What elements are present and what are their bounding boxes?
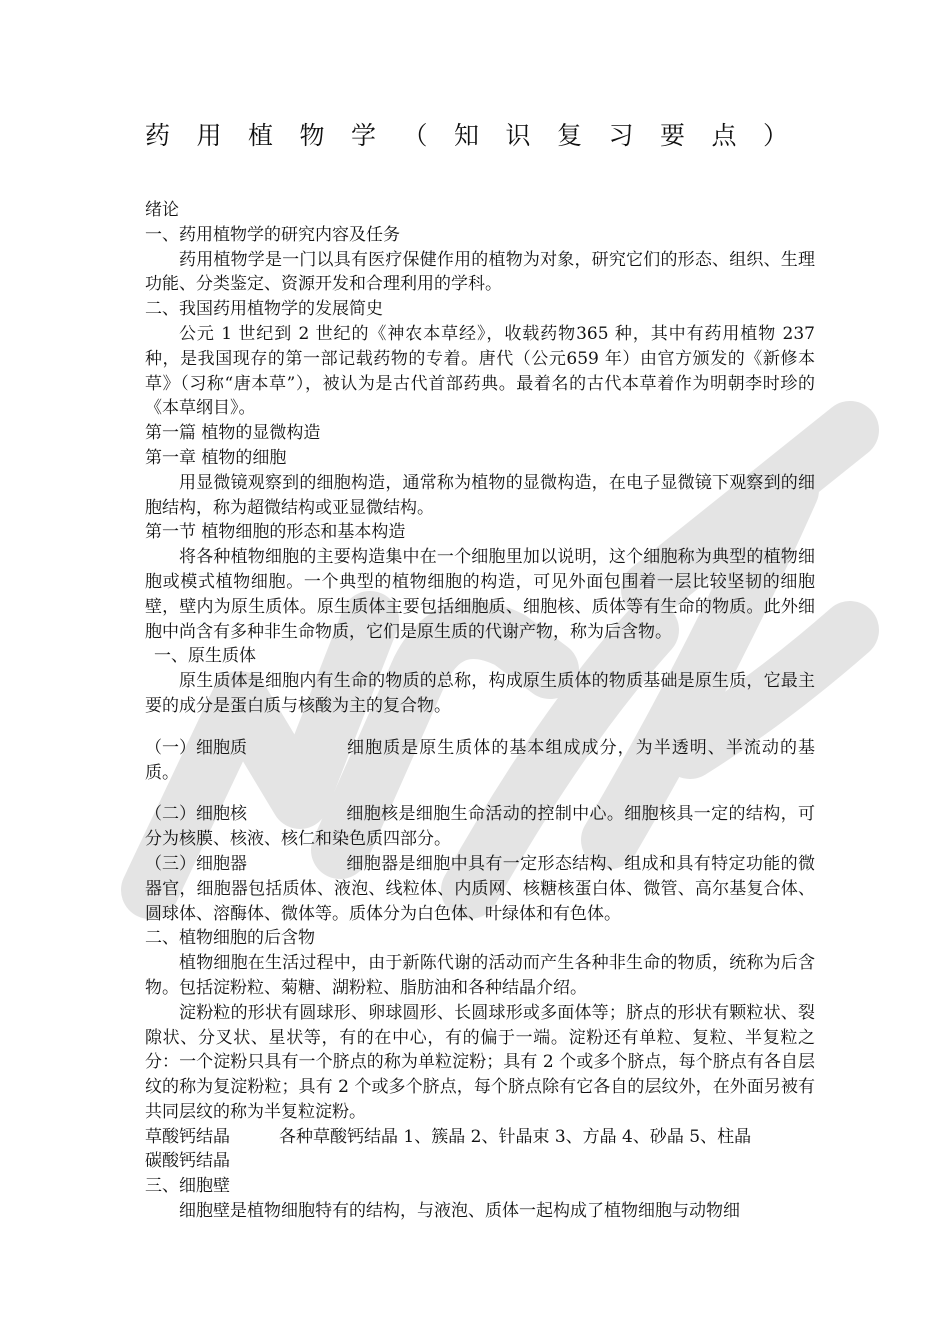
paragraph: 公元 1 世纪到 2 世纪的《神农本草经》，收载药物365 种，其中有药用植物 237 种，是我国现存的第一部记载药物的专着。唐代（公元659 年）由官方颁发的《新修本草》（习称“唐本草”），被认为是古代首部药典。最着名的古代本草着作为明朝李时珍的《本草纲目》。 bbox=[145, 323, 815, 419]
subsection-heading: 第一节 植物细胞的形态和基本构造 bbox=[145, 522, 406, 543]
term-label: （三）细胞器 bbox=[145, 853, 247, 874]
section-heading: 一、原生质体 bbox=[154, 646, 256, 667]
paragraph: 植物细胞在生活过程中，由于新陈代谢的活动而产生各种非生命的物质，统称为后含物。包括淀粉粒、菊糖、湖粉粒、脂肪油和各种结晶介绍。 bbox=[145, 953, 815, 998]
paragraph: 淀粉粒的形状有圆球形、卵球圆形、长圆球形或多面体等；脐点的形状有颗粒状、裂隙状、分叉状、星状等，有的在中心，有的偏于一端。淀粉还有单粒、复粒、半复粒之分：一个淀粉只具有一个脐点的称为单粒淀粉；具有 2 个或多个脐点，每个脐点有各自层纹的称为复淀粉粒；具有 2 个或多个脐点，每个脐点除有它各自的层纹外，在外面另被有共同层纹的称为半复粒淀粉。 bbox=[145, 1002, 815, 1122]
term-continuation: 碳酸钙结晶 bbox=[145, 1151, 230, 1172]
document-page bbox=[145, 118, 815, 1224]
section-heading: 二、植物细胞的后含物 bbox=[145, 928, 315, 949]
term-label: 草酸钙结晶 bbox=[145, 1126, 230, 1147]
term-definition bbox=[145, 1125, 815, 1150]
term-definition bbox=[145, 852, 815, 926]
section-heading: 二、我国药用植物学的发展简史 bbox=[145, 299, 383, 320]
page-title: 药用植物学（知识复习要点） bbox=[145, 121, 815, 150]
term-label: （一）细胞质 bbox=[145, 737, 247, 758]
term-text: 细胞器是细胞中具有一定形态结构、组成和具有特定功能的微器官，细胞器包括质体、液泡、线粒体、内质网、核糖核蛋白体、微管、高尔基复合体、圆球体、溶酶体、微体等。质体分为白色体、叶绿体和有色体。 bbox=[145, 853, 815, 924]
term-text: 各种草酸钙结晶 1、簇晶 2、针晶束 3、方晶 4、砂晶 5、柱晶 bbox=[279, 1126, 752, 1147]
term-definition bbox=[145, 736, 815, 786]
paragraph: 药用植物学是一门以具有医疗保健作用的植物为对象，研究它们的形态、组织、生理功能、分类鉴定、资源开发和合理利用的学科。 bbox=[145, 249, 815, 295]
term-definition bbox=[145, 802, 815, 852]
term-label: （二）细胞核 bbox=[145, 804, 247, 825]
intro-heading: 绪论 bbox=[145, 200, 179, 220]
paragraph: 将各种植物细胞的主要构造集中在一个细胞里加以说明，这个细胞称为典型的植物细胞或模式植物细胞。一个典型的植物细胞的构造，可见外面包围着一层比较坚韧的细胞壁，壁内为原生质体。原生质体主要包括细胞质、细胞核、质体等有生命的物质。此外细胞中尚含有多种非生命物质，它们是原生质的代谢产物，称为后含物。 bbox=[145, 547, 815, 642]
paragraph: 细胞壁是植物细胞特有的结构，与液泡、质体一起构成了植物细胞与动物细 bbox=[179, 1201, 740, 1222]
term-text: 细胞质是原生质体的基本组成成分，为半透明、半流动的基质。 bbox=[145, 737, 815, 783]
paragraph: 用显微镜观察到的细胞构造，通常称为植物的显微构造，在电子显微镜下观察到的细胞结构，称为超微结构或亚显微结构。 bbox=[145, 472, 815, 518]
paragraph: 原生质体是细胞内有生命的物质的总称，构成原生质体的物质基础是原生质，它最主要的成分是蛋白质与核酸为主的复合物。 bbox=[145, 671, 815, 716]
part-heading: 第一篇 植物的显微构造 bbox=[145, 423, 321, 444]
chapter-heading: 第一章 植物的细胞 bbox=[145, 447, 287, 468]
section-heading: 一、药用植物学的研究内容及任务 bbox=[145, 224, 400, 245]
section-heading: 三、细胞壁 bbox=[145, 1176, 230, 1197]
term-text: 细胞核是细胞生命活动的控制中心。细胞核具一定的结构，可分为核膜、核液、核仁和染色质四部分。 bbox=[145, 804, 815, 850]
